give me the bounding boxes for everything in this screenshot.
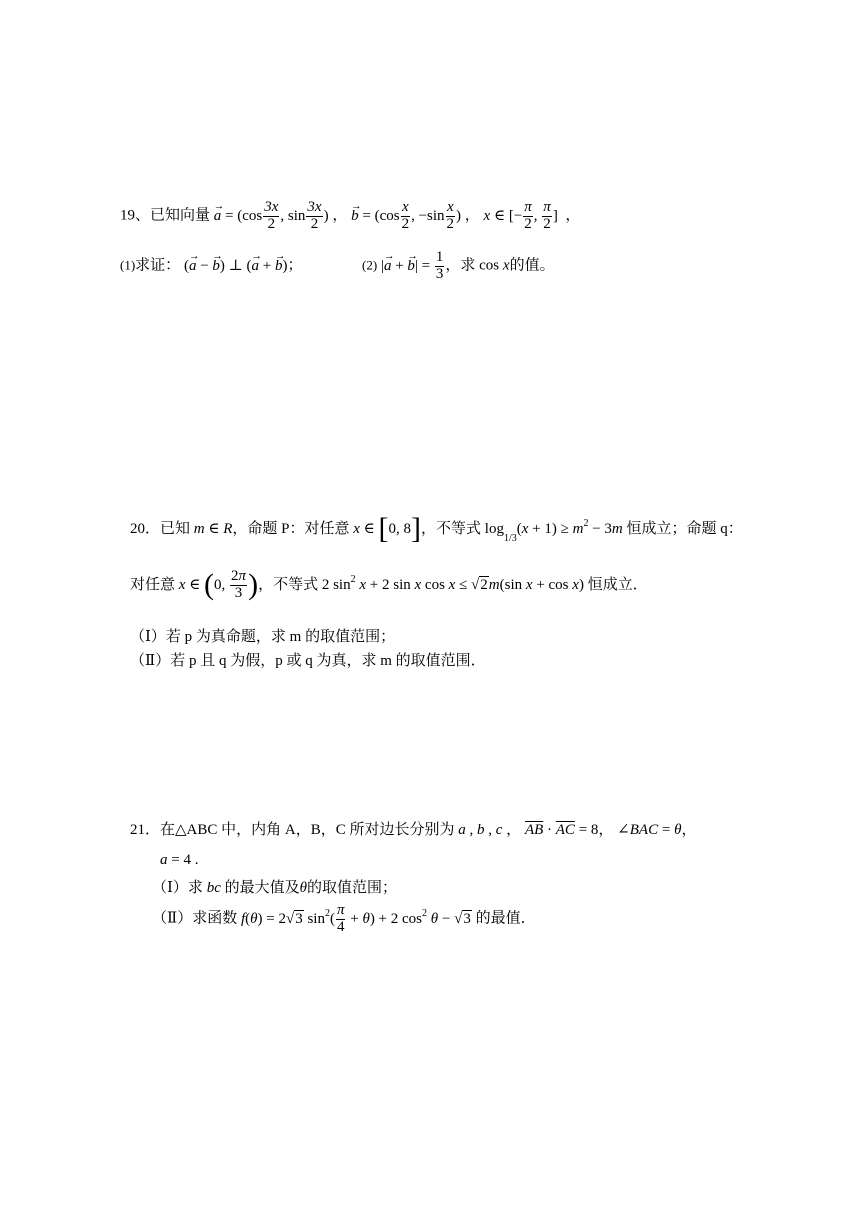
q19-part1-label: (1) [120, 257, 136, 273]
q20-line2: 对任意 x ∈ (0, $\frac{2\pi}{3}$ )，不等式 2 $\sin^2 x + 2$ sin x cos x ≤ √2m(sin x + cos x) 恒成立． [130, 568, 648, 602]
q19-line1: 19、已知向量 → a = (cos $\frac{3x}{2}$ , sin $\frac{3x}{2}$ ) ， → b = (cos $\frac{x}{2}$ , −sin $\frac{x}{2}$ ) ， x ∈ [− $\frac{\pi}{2}$ , $\frac{\pi}{2}$ ] ， [120, 200, 860, 233]
q19-line2: (1)求证： (→ a − → b) ⊥ (→ a + → b)； (2) |→ a + → b| = $\frac{1}{3}$ ，求 cos x的值。 [120, 250, 860, 283]
q21-bc: bc [206, 880, 221, 896]
q21-angle: ∠BAC = θ [617, 822, 682, 838]
q21-sides: a , b , c [458, 822, 503, 838]
q20-part2: （Ⅱ）若 p 且 q 为假，p 或 q 为真，求 m 的取值范围． [130, 653, 486, 669]
q20-line1: 20．已知 m ∈ R，命题 P：对任意 x ∈ [0, 8]，不等式 $\log_{1/3}(x + 1) \ge m^2 - 3m$ 恒成立；命题 q： [130, 512, 743, 545]
q19-stem: 已知向量 [150, 207, 211, 224]
q20-trig-inequality: 2 $\sin^2 x + 2$ sin x cos x ≤ √2m(sin x + cos x) [321, 574, 584, 593]
q20-m-in-R: m ∈ R [193, 521, 233, 537]
q20-log-inequality: $\log_{1/3}(x + 1) \ge m^2 - 3m$ [484, 518, 623, 544]
q19-part2-formula: |→ a + → b| = $\frac{1}{3}$ [381, 258, 445, 274]
q21-function: f(θ) = 2√3 $\sin^2$( $\frac{\pi}{4}$ + θ) + 2 $\cos^2 \theta - √3$ [240, 902, 471, 935]
q21-line1: 21．在△ABC 中，内角 A，B，C 所对边长分别为 a , b , c ， $\overline{AB} \cdot \overline{AC} = 8$， ∠BAC = θ， [130, 822, 697, 838]
q21-line2 [160, 852, 860, 869]
q20-part1: （Ⅰ）若 p 为真命题，求 m 的取值范围； [130, 629, 396, 645]
q19-vector-b-def: → b = (cos $\frac{x}{2}$ , −sin $\frac{x}{2}$ ) [351, 208, 465, 224]
q21-part1: （Ⅰ）求 bc 的最大值及θ的取值范围； [152, 880, 398, 896]
q19-part1-text: 求证： [135, 257, 181, 274]
q19-part2-label: (2) [362, 257, 378, 273]
q21-a-eq: a = 4 . [160, 852, 199, 868]
q20-x-open-interval: x ∈ (0, $\frac{2\pi}{3}$ ) [178, 568, 259, 602]
q21-number: 21． [130, 822, 161, 838]
q20-x-range: x ∈ [0, 8] [353, 512, 422, 545]
q21-theta: θ [299, 880, 307, 896]
q19-part1-formula: (→ a − → b) ⊥ (→ a + → b) [184, 258, 288, 274]
q19-vector-a-def: → a = (cos $\frac{3x}{2}$ , sin $\frac{3x}{2}$ ) [214, 208, 333, 224]
q20-number: 20． [130, 521, 161, 537]
q21-part2: （Ⅱ）求函数 f(θ) = 2√3 $\sin^2$( $\frac{\pi}{4}$ + θ) + 2 $\cos^2 \theta - √3$ 的最值． [152, 902, 536, 935]
q19-cosx: cos x [479, 257, 510, 274]
q19-number: 19、 [120, 207, 151, 224]
q19-domain: x ∈ [− $\frac{\pi}{2}$ , $\frac{\pi}{2}$ ] [483, 199, 562, 232]
q21-dot-product: $\overline{AB} \cdot \overline{AC} = 8$ [524, 822, 599, 838]
